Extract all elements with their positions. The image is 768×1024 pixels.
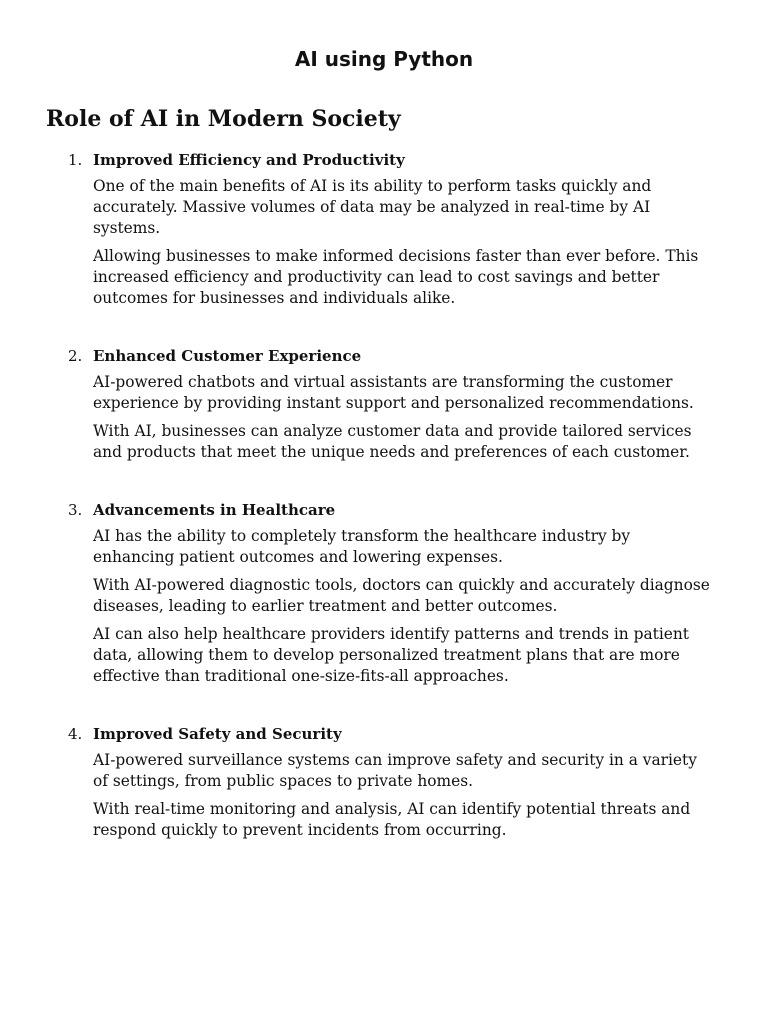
paragraph: Allowing businesses to make informed decisions faster than ever before. This increased efficiency and productivity can lead to cost savings and better outcomes for businesses and individuals alike. xyxy=(93,247,699,307)
list-item-heading: Enhanced Customer Experience xyxy=(93,347,362,365)
paragraph: AI-powered surveillance systems can improve safety and security in a variety of settings, from public spaces to private homes. xyxy=(93,751,697,790)
paragraph: With AI-powered diagnostic tools, doctors can quickly and accurately diagnose diseases, leading to earlier treatment and better outcomes. xyxy=(93,576,710,615)
list-item-body xyxy=(93,372,733,470)
list-item-heading: Advancements in Healthcare xyxy=(93,501,336,519)
paragraph: AI has the ability to completely transform the healthcare industry by enhancing patient outcomes and lowering expenses. xyxy=(93,527,631,566)
paragraph: With AI, businesses can analyze customer data and provide tailored services and products that meet the unique needs and preferences of each customer. xyxy=(93,422,692,461)
list-item-heading: Improved Efficiency and Productivity xyxy=(93,151,405,169)
paragraph: One of the main benefits of AI is its ability to perform tasks quickly and accurately. Massive volumes of data may be analyzed in real-time by AI systems. xyxy=(93,177,652,237)
list-item-number: 3. xyxy=(68,501,83,519)
list-item-body xyxy=(93,750,733,848)
paragraph: AI can also help healthcare providers identify patterns and trends in patient data, allowing them to develop personalized treatment plans that are more effective than traditional one-size-fits-all approaches. xyxy=(93,625,689,685)
list-item-heading: Improved Safety and Security xyxy=(93,725,342,743)
list-item-number: 1. xyxy=(68,151,83,169)
paragraph: AI-powered chatbots and virtual assistants are transforming the customer experience by providing instant support and personalized recommendations. xyxy=(93,373,694,412)
document-title: AI using Python xyxy=(294,47,474,71)
list-item-number: 4. xyxy=(68,725,83,743)
section-heading: Role of AI in Modern Society xyxy=(46,106,401,132)
list-item-body xyxy=(93,176,733,316)
paragraph: With real-time monitoring and analysis, AI can identify potential threats and respond quickly to prevent incidents from occurring. xyxy=(93,800,691,839)
list-item-number: 2. xyxy=(68,347,83,365)
list-item-body xyxy=(93,526,733,694)
